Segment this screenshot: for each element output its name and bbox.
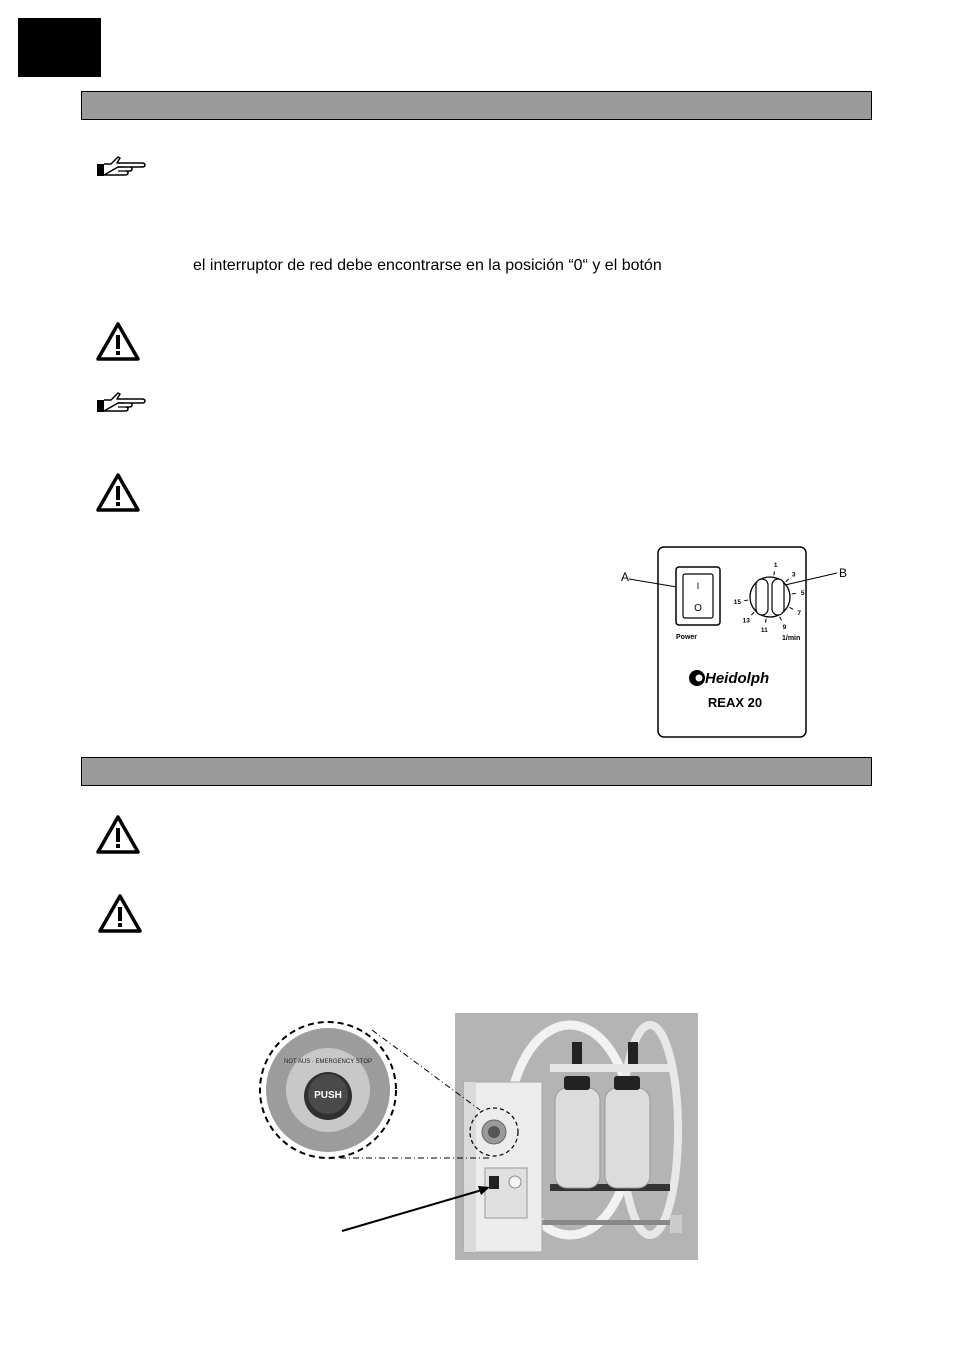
pointing-hand-icon [96,390,148,414]
warning-triangle-icon [98,894,142,934]
brand-name: Heidolph [705,670,770,687]
device-photo-figure [250,1010,710,1270]
model-name: REAX 20 [707,695,763,710]
dial-mark-label: 5 [800,589,805,597]
warning-triangle-icon [96,815,140,855]
dial-tick [765,619,766,623]
section-header-bar-2 [81,757,872,786]
warning-triangle-icon [96,473,140,513]
dial-mark-label: 13 [742,617,750,625]
dial-mark-label: 3 [791,571,796,579]
dial-mark-label: 7 [797,609,801,617]
dial-tick [744,600,748,601]
callout-a-label: A [621,570,630,584]
body-text-line: el interruptor de red debe encontrarse en la posición “0“ y el botón [193,257,662,274]
warning-triangle-icon [96,322,140,362]
dial-mark-label: 15 [733,599,741,607]
dial-mark-label: 9 [782,624,787,632]
dial-tick [774,571,775,575]
push-button-label: PUSH [314,1090,342,1101]
dial-tick [792,593,796,594]
page-corner-marker [18,18,101,77]
callout-b-label: B [839,566,848,580]
switch-off-symbol: O [694,603,702,614]
speed-unit-label: 1/min [782,635,801,642]
dial-mark-label: 11 [760,626,768,634]
pointing-hand-icon [96,154,148,178]
power-label: Power [676,634,698,641]
dial-mark-label: 1 [773,562,778,570]
control-panel-diagram [615,545,855,745]
switch-on-symbol: I [696,581,700,591]
emergency-ring-text: NOT AUS · EMERGENCY STOP [283,1059,373,1065]
section-header-bar-1 [81,91,872,120]
